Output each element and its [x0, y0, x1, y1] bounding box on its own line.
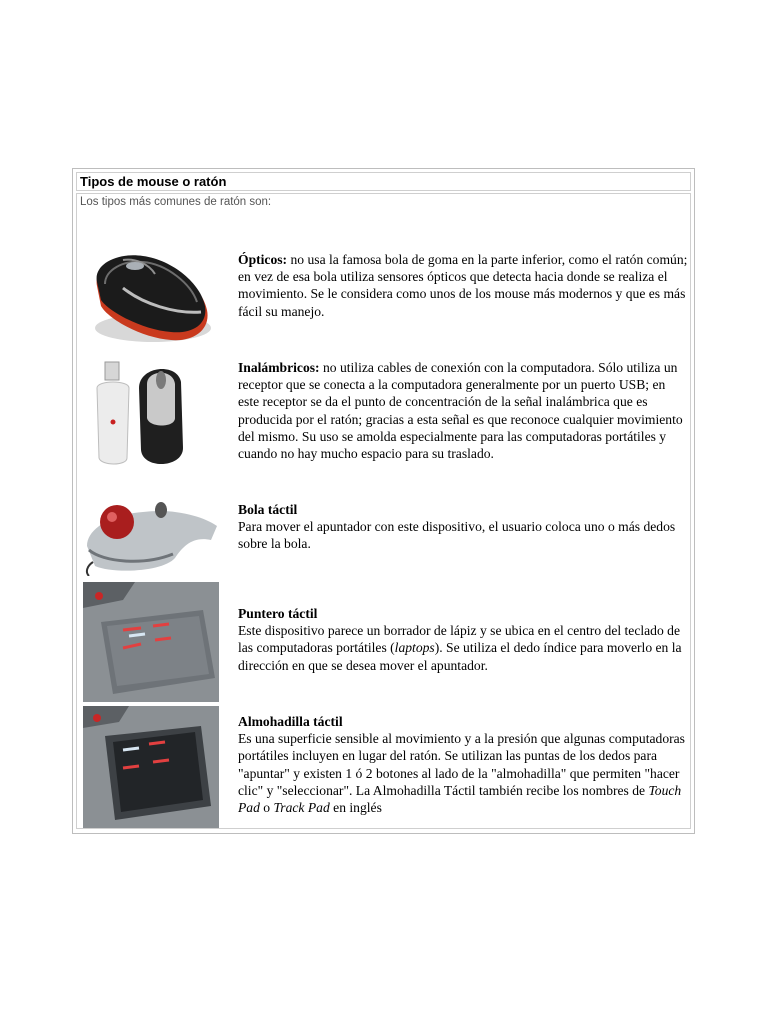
almohadilla-tactil-text-a: Es una superficie sensible al movimiento y a la presión que algunas computadoras portátiles incluyen en lugar del ratón. Se utilizan las puntas de los dedos para "apuntar" y existen 1 ó 2 botones al lado de la "almohadilla" que permiten "hacer clic" y "seleccionar". La Almohadilla Táctil también recibe los nombres de	[238, 731, 685, 798]
page-title: Tipos de mouse o ratón	[80, 174, 227, 189]
opticos-description	[238, 251, 688, 320]
list-item-opticos	[80, 248, 689, 348]
content-cell	[76, 193, 691, 829]
almohadilla-tactil-text-b: en inglés	[329, 800, 382, 816]
puntero-tactil-description	[238, 605, 688, 674]
inalambricos-description	[238, 359, 688, 462]
optical-mouse-image	[83, 248, 219, 346]
track-pad-term: Track Pad	[273, 800, 330, 816]
puntero-tactil-text-b: ). Se utiliza el dedo índice para moverlo en la dirección en que se desea mover el apuntador.	[238, 640, 682, 673]
list-item-puntero-tactil	[80, 582, 689, 704]
title-cell	[76, 172, 691, 191]
bola-tactil-text: Para mover el apuntador con este dispositivo, el usuario coloca uno o más dedos sobre la bola.	[238, 519, 676, 552]
wireless-mouse-image	[83, 358, 219, 474]
almohadilla-tactil-description	[238, 713, 688, 816]
opticos-text: no usa la famosa bola de goma en la parte inferior, como el ratón común; en vez de esa bola utiliza sensores ópticos que detecta hacia donde se realiza el movimiento. Se le considera como unos de los mouse más modernos y que es más fácil su manejo.	[238, 252, 688, 319]
pointing-stick-image	[83, 582, 219, 702]
list-item-bola-tactil	[80, 488, 689, 580]
inalambricos-heading: Inalámbricos:	[238, 360, 320, 375]
intro-text: Los tipos más comunes de ratón son:	[80, 196, 272, 208]
touch-pad-term: Touch Pad	[238, 782, 682, 816]
document-frame	[72, 168, 695, 834]
almohadilla-tactil-connector: o	[259, 800, 274, 816]
puntero-tactil-text-a: Este dispositivo parece un borrador de lápiz y se ubica en el centro del teclado de las computadoras portátiles (	[238, 623, 681, 656]
opticos-heading: Ópticos:	[238, 252, 288, 267]
bola-tactil-heading: Bola táctil	[238, 502, 298, 517]
inalambricos-text: no utiliza cables de conexión con la computadora. Sólo utiliza un receptor que se conecta a la computadora generalmente por un puerto USB; en este receptor se da el punto de concentración de la señal inalámbrica que es producida por el ratón; gracias a esta señal es que reconoce cualquier movimiento del mismo. Su uso se amolda especialmente para las computadoras portátiles y cuando no hay mucho espacio para su traslado.	[238, 360, 683, 462]
list-item-almohadilla-tactil	[80, 706, 689, 830]
bola-tactil-description	[238, 501, 688, 553]
puntero-tactil-heading: Puntero táctil	[238, 606, 318, 621]
trackball-image	[83, 488, 219, 576]
puntero-tactil-emphasis: laptops	[394, 640, 435, 656]
touchpad-image	[83, 706, 219, 828]
list-item-inalambricos	[80, 358, 689, 478]
almohadilla-tactil-heading: Almohadilla táctil	[238, 714, 343, 729]
